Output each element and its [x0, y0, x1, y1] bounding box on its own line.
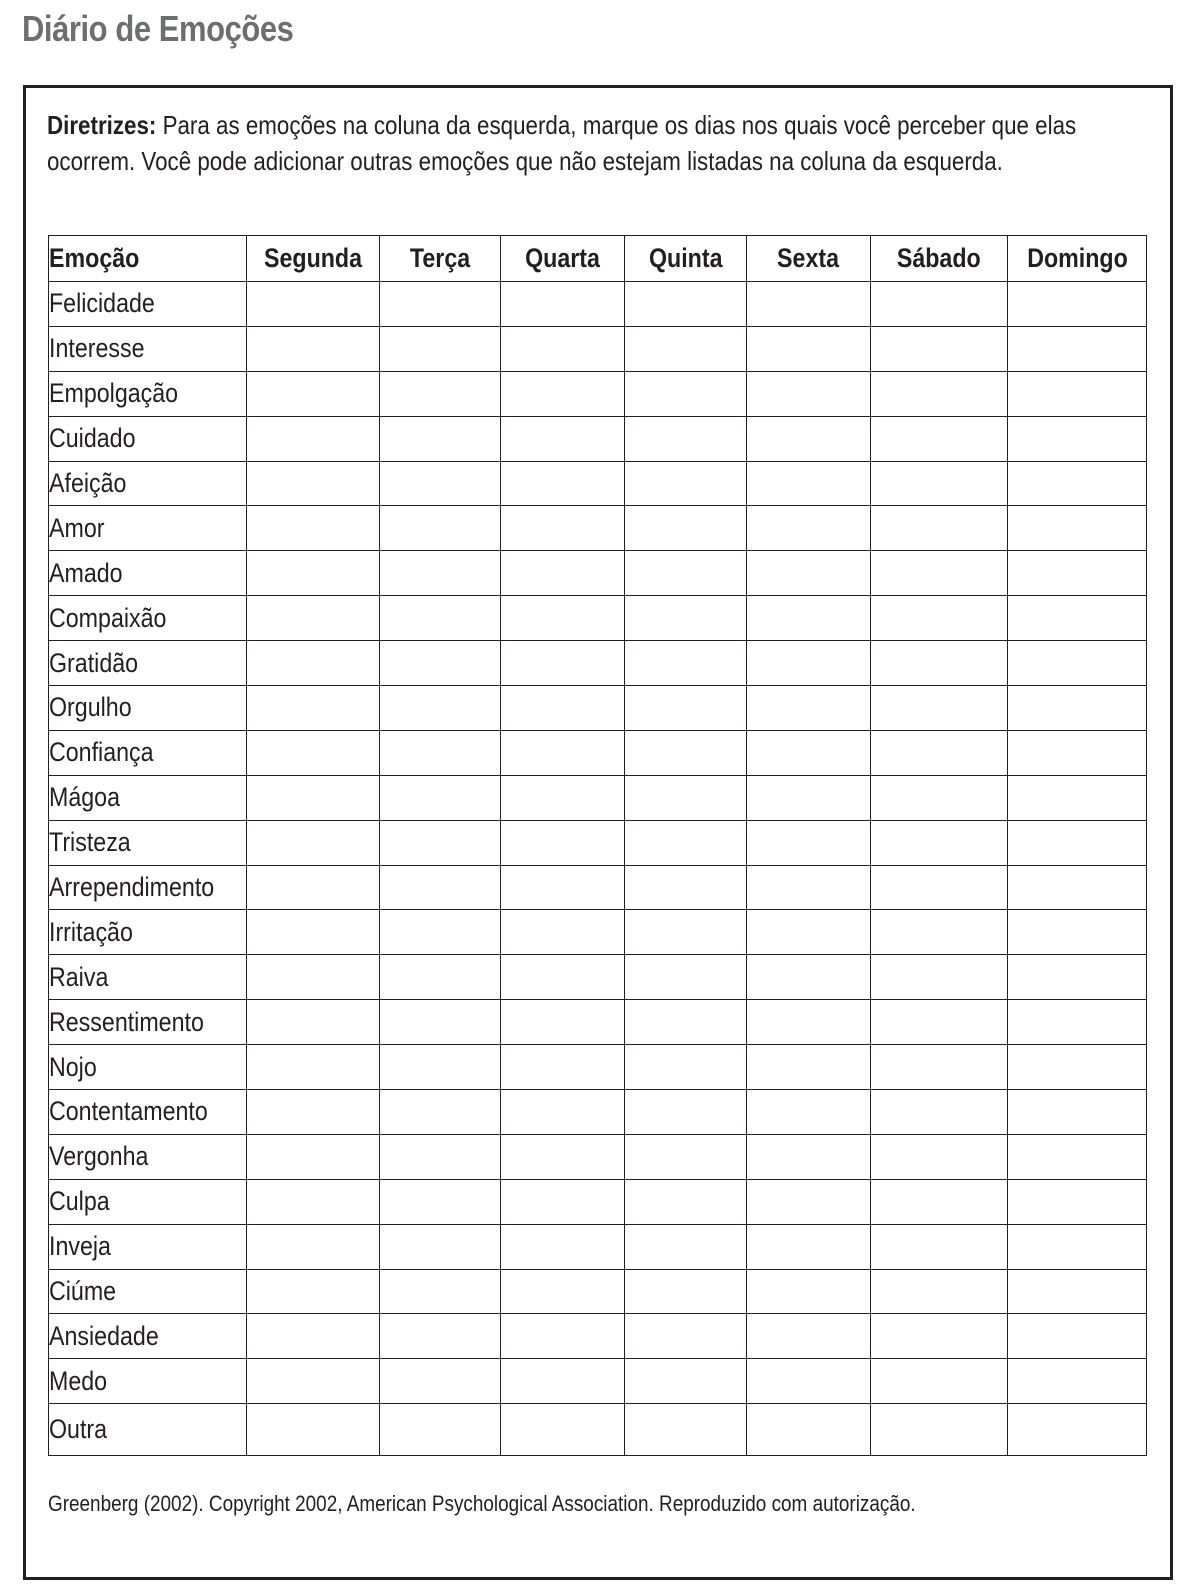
emotion-label: Interesse — [49, 326, 247, 371]
day-checkbox-cell[interactable] — [870, 641, 1008, 686]
day-checkbox-cell[interactable] — [870, 506, 1008, 551]
day-checkbox-cell[interactable] — [747, 865, 870, 910]
day-checkbox-cell[interactable] — [380, 461, 500, 506]
day-checkbox-cell[interactable] — [246, 775, 380, 820]
day-checkbox-cell[interactable] — [246, 1000, 380, 1045]
day-checkbox-cell[interactable] — [246, 506, 380, 551]
table-row — [49, 1090, 1147, 1135]
table-row — [49, 1134, 1147, 1179]
day-checkbox-cell[interactable] — [870, 551, 1008, 596]
day-checkbox-cell[interactable] — [1008, 955, 1147, 1000]
copyright-credit: Greenberg (2002). Copyright 2002, American Psychological Association. Reproduzido com autorização. — [48, 1491, 916, 1516]
day-checkbox-cell[interactable] — [625, 1359, 747, 1404]
day-checkbox-cell[interactable] — [380, 506, 500, 551]
day-checkbox-cell[interactable] — [1008, 596, 1147, 641]
day-checkbox-cell[interactable] — [625, 1045, 747, 1090]
day-checkbox-cell[interactable] — [747, 1090, 870, 1135]
day-checkbox-cell[interactable] — [500, 820, 624, 865]
day-checkbox-cell[interactable] — [747, 461, 870, 506]
day-checkbox-cell[interactable] — [246, 551, 380, 596]
day-checkbox-cell[interactable] — [1008, 1000, 1147, 1045]
day-checkbox-cell[interactable] — [747, 326, 870, 371]
emotion-label: Ansiedade — [49, 1314, 247, 1359]
emotion-label: Inveja — [49, 1224, 247, 1269]
day-checkbox-cell[interactable] — [625, 1090, 747, 1135]
emotion-label: Compaixão — [49, 596, 247, 641]
day-checkbox-cell[interactable] — [380, 820, 500, 865]
day-checkbox-cell[interactable] — [500, 1269, 624, 1314]
day-checkbox-cell[interactable] — [380, 551, 500, 596]
table-row — [49, 1269, 1147, 1314]
day-checkbox-cell[interactable] — [747, 1404, 870, 1456]
table-row — [49, 1404, 1147, 1456]
day-checkbox-cell[interactable] — [625, 686, 747, 731]
emotion-label: Nojo — [49, 1045, 247, 1090]
day-checkbox-cell[interactable] — [747, 1224, 870, 1269]
table-row — [49, 1224, 1147, 1269]
emotion-label: Amado — [49, 551, 247, 596]
table-row — [49, 641, 1147, 686]
day-checkbox-cell[interactable] — [1008, 416, 1147, 461]
day-checkbox-cell[interactable] — [625, 1000, 747, 1045]
emotion-label: Amor — [49, 506, 247, 551]
day-checkbox-cell[interactable] — [246, 1359, 380, 1404]
day-checkbox-cell[interactable] — [380, 1090, 500, 1135]
day-checkbox-cell[interactable] — [870, 1090, 1008, 1135]
table-row — [49, 730, 1147, 775]
day-checkbox-cell[interactable] — [246, 865, 380, 910]
day-checkbox-cell[interactable] — [870, 326, 1008, 371]
day-checkbox-cell[interactable] — [1008, 506, 1147, 551]
day-checkbox-cell[interactable] — [500, 371, 624, 416]
day-checkbox-cell[interactable] — [246, 730, 380, 775]
header-friday: Sexta — [747, 236, 870, 282]
day-checkbox-cell[interactable] — [625, 371, 747, 416]
day-checkbox-cell[interactable] — [380, 730, 500, 775]
day-checkbox-cell[interactable] — [1008, 775, 1147, 820]
emotion-label: Confiança — [49, 730, 247, 775]
day-checkbox-cell[interactable] — [747, 416, 870, 461]
day-checkbox-cell[interactable] — [625, 910, 747, 955]
day-checkbox-cell[interactable] — [747, 1359, 870, 1404]
day-checkbox-cell[interactable] — [747, 371, 870, 416]
day-checkbox-cell[interactable] — [246, 596, 380, 641]
day-checkbox-cell[interactable] — [747, 596, 870, 641]
table-row — [49, 371, 1147, 416]
table-row — [49, 686, 1147, 731]
table-row — [49, 1179, 1147, 1224]
day-checkbox-cell[interactable] — [625, 865, 747, 910]
table-row — [49, 551, 1147, 596]
day-checkbox-cell[interactable] — [625, 1134, 747, 1179]
emotion-diary-table — [48, 235, 1147, 1456]
day-checkbox-cell[interactable] — [625, 596, 747, 641]
emotion-label: Medo — [49, 1359, 247, 1404]
day-checkbox-cell[interactable] — [380, 1269, 500, 1314]
day-checkbox-cell[interactable] — [1008, 1404, 1147, 1456]
day-checkbox-cell[interactable] — [1008, 1134, 1147, 1179]
day-checkbox-cell[interactable] — [500, 596, 624, 641]
day-checkbox-cell[interactable] — [500, 955, 624, 1000]
day-checkbox-cell[interactable] — [625, 282, 747, 327]
day-checkbox-cell[interactable] — [500, 1224, 624, 1269]
day-checkbox-cell[interactable] — [625, 955, 747, 1000]
day-checkbox-cell[interactable] — [870, 1269, 1008, 1314]
table-row — [49, 416, 1147, 461]
page-title: Diário de Emoções — [22, 8, 294, 49]
day-checkbox-cell[interactable] — [380, 1045, 500, 1090]
day-checkbox-cell[interactable] — [870, 1045, 1008, 1090]
day-checkbox-cell[interactable] — [747, 730, 870, 775]
emotion-label: Culpa — [49, 1179, 247, 1224]
day-checkbox-cell[interactable] — [1008, 326, 1147, 371]
day-checkbox-cell[interactable] — [500, 1090, 624, 1135]
day-checkbox-cell[interactable] — [747, 910, 870, 955]
day-checkbox-cell[interactable] — [246, 686, 380, 731]
header-thursday: Quinta — [625, 236, 747, 282]
day-checkbox-cell[interactable] — [870, 596, 1008, 641]
day-checkbox-cell[interactable] — [246, 1404, 380, 1456]
day-checkbox-cell[interactable] — [870, 461, 1008, 506]
day-checkbox-cell[interactable] — [625, 326, 747, 371]
day-checkbox-cell[interactable] — [500, 686, 624, 731]
day-checkbox-cell[interactable] — [380, 326, 500, 371]
day-checkbox-cell[interactable] — [747, 1000, 870, 1045]
day-checkbox-cell[interactable] — [500, 910, 624, 955]
table-row — [49, 596, 1147, 641]
day-checkbox-cell[interactable] — [380, 282, 500, 327]
day-checkbox-cell[interactable] — [246, 1224, 380, 1269]
day-checkbox-cell[interactable] — [747, 506, 870, 551]
day-checkbox-cell[interactable] — [1008, 1269, 1147, 1314]
emotion-label: Raiva — [49, 955, 247, 1000]
day-checkbox-cell[interactable] — [246, 371, 380, 416]
day-checkbox-cell[interactable] — [1008, 865, 1147, 910]
day-checkbox-cell[interactable] — [246, 326, 380, 371]
day-checkbox-cell[interactable] — [870, 1359, 1008, 1404]
day-checkbox-cell[interactable] — [870, 1000, 1008, 1045]
emotion-label: Arrependimento — [49, 865, 247, 910]
day-checkbox-cell[interactable] — [870, 1404, 1008, 1456]
header-wednesday: Quarta — [500, 236, 624, 282]
day-checkbox-cell[interactable] — [500, 865, 624, 910]
day-checkbox-cell[interactable] — [1008, 1045, 1147, 1090]
day-checkbox-cell[interactable] — [747, 641, 870, 686]
emotion-label: Irritação — [49, 910, 247, 955]
day-checkbox-cell[interactable] — [500, 775, 624, 820]
table-row — [49, 820, 1147, 865]
day-checkbox-cell[interactable] — [246, 1179, 380, 1224]
day-checkbox-cell[interactable] — [1008, 910, 1147, 955]
day-checkbox-cell[interactable] — [870, 371, 1008, 416]
emotion-label: Outra — [49, 1404, 247, 1456]
day-checkbox-cell[interactable] — [870, 1314, 1008, 1359]
table-row — [49, 326, 1147, 371]
directions-body: Para as emoções na coluna da esquerda, marque os dias nos quais você perceber que elas ocorrem. Você pode adicionar outras emoções que não estejam listadas na coluna da esquerda. — [47, 110, 1077, 176]
day-checkbox-cell[interactable] — [500, 551, 624, 596]
emotion-label: Empolgação — [49, 371, 247, 416]
emotion-label: Afeição — [49, 461, 247, 506]
table-row — [49, 1045, 1147, 1090]
day-checkbox-cell[interactable] — [500, 326, 624, 371]
day-checkbox-cell[interactable] — [246, 416, 380, 461]
table-row — [49, 1000, 1147, 1045]
day-checkbox-cell[interactable] — [1008, 1314, 1147, 1359]
day-checkbox-cell[interactable] — [380, 1224, 500, 1269]
day-checkbox-cell[interactable] — [246, 1045, 380, 1090]
day-checkbox-cell[interactable] — [246, 1134, 380, 1179]
table-row — [49, 282, 1147, 327]
day-checkbox-cell[interactable] — [747, 1314, 870, 1359]
day-checkbox-cell[interactable] — [747, 1269, 870, 1314]
day-checkbox-cell[interactable] — [380, 371, 500, 416]
day-checkbox-cell[interactable] — [246, 910, 380, 955]
day-checkbox-cell[interactable] — [625, 1404, 747, 1456]
header-saturday: Sábado — [870, 236, 1008, 282]
day-checkbox-cell[interactable] — [500, 461, 624, 506]
header-emotion: Emoção — [49, 236, 247, 282]
day-checkbox-cell[interactable] — [500, 1134, 624, 1179]
day-checkbox-cell[interactable] — [500, 1404, 624, 1456]
day-checkbox-cell[interactable] — [500, 730, 624, 775]
day-checkbox-cell[interactable] — [747, 955, 870, 1000]
emotion-label: Felicidade — [49, 282, 247, 327]
day-checkbox-cell[interactable] — [1008, 1090, 1147, 1135]
day-checkbox-cell[interactable] — [870, 1179, 1008, 1224]
header-tuesday: Terça — [380, 236, 500, 282]
day-checkbox-cell[interactable] — [1008, 551, 1147, 596]
day-checkbox-cell[interactable] — [625, 820, 747, 865]
day-checkbox-cell[interactable] — [870, 282, 1008, 327]
table-row — [49, 506, 1147, 551]
day-checkbox-cell[interactable] — [747, 282, 870, 327]
day-checkbox-cell[interactable] — [380, 1359, 500, 1404]
day-checkbox-cell[interactable] — [246, 955, 380, 1000]
day-checkbox-cell[interactable] — [380, 1314, 500, 1359]
day-checkbox-cell[interactable] — [1008, 641, 1147, 686]
day-checkbox-cell[interactable] — [747, 551, 870, 596]
day-checkbox-cell[interactable] — [380, 1404, 500, 1456]
emotion-label: Tristeza — [49, 820, 247, 865]
day-checkbox-cell[interactable] — [500, 416, 624, 461]
header-monday: Segunda — [246, 236, 380, 282]
day-checkbox-cell[interactable] — [380, 641, 500, 686]
day-checkbox-cell[interactable] — [625, 1179, 747, 1224]
day-checkbox-cell[interactable] — [246, 641, 380, 686]
emotion-label: Contentamento — [49, 1090, 247, 1135]
emotion-label: Mágoa — [49, 775, 247, 820]
day-checkbox-cell[interactable] — [246, 1269, 380, 1314]
day-checkbox-cell[interactable] — [1008, 1224, 1147, 1269]
day-checkbox-cell[interactable] — [1008, 1179, 1147, 1224]
day-checkbox-cell[interactable] — [625, 1224, 747, 1269]
day-checkbox-cell[interactable] — [380, 1134, 500, 1179]
day-checkbox-cell[interactable] — [246, 1314, 380, 1359]
day-checkbox-cell[interactable] — [380, 416, 500, 461]
day-checkbox-cell[interactable] — [1008, 820, 1147, 865]
day-checkbox-cell[interactable] — [870, 1224, 1008, 1269]
day-checkbox-cell[interactable] — [500, 506, 624, 551]
day-checkbox-cell[interactable] — [500, 1359, 624, 1404]
day-checkbox-cell[interactable] — [246, 1090, 380, 1135]
day-checkbox-cell[interactable] — [500, 282, 624, 327]
emotion-label: Ciúme — [49, 1269, 247, 1314]
day-checkbox-cell[interactable] — [870, 730, 1008, 775]
table-row — [49, 1359, 1147, 1404]
emotion-label: Orgulho — [49, 686, 247, 731]
day-checkbox-cell[interactable] — [747, 1134, 870, 1179]
day-checkbox-cell[interactable] — [625, 1269, 747, 1314]
day-checkbox-cell[interactable] — [747, 686, 870, 731]
table-row — [49, 1314, 1147, 1359]
day-checkbox-cell[interactable] — [1008, 282, 1147, 327]
day-checkbox-cell[interactable] — [1008, 371, 1147, 416]
day-checkbox-cell[interactable] — [500, 1314, 624, 1359]
day-checkbox-cell[interactable] — [380, 1000, 500, 1045]
day-checkbox-cell[interactable] — [625, 416, 747, 461]
day-checkbox-cell[interactable] — [870, 1134, 1008, 1179]
day-checkbox-cell[interactable] — [870, 865, 1008, 910]
day-checkbox-cell[interactable] — [870, 775, 1008, 820]
day-checkbox-cell[interactable] — [500, 1000, 624, 1045]
day-checkbox-cell[interactable] — [625, 506, 747, 551]
day-checkbox-cell[interactable] — [870, 686, 1008, 731]
day-checkbox-cell[interactable] — [500, 1179, 624, 1224]
day-checkbox-cell[interactable] — [380, 955, 500, 1000]
table-body — [49, 282, 1147, 1456]
table-row — [49, 865, 1147, 910]
day-checkbox-cell[interactable] — [870, 416, 1008, 461]
day-checkbox-cell[interactable] — [870, 955, 1008, 1000]
day-checkbox-cell[interactable] — [246, 282, 380, 327]
day-checkbox-cell[interactable] — [747, 1179, 870, 1224]
day-checkbox-cell[interactable] — [625, 1314, 747, 1359]
day-checkbox-cell[interactable] — [380, 865, 500, 910]
table-row — [49, 775, 1147, 820]
header-sunday: Domingo — [1008, 236, 1147, 282]
day-checkbox-cell[interactable] — [1008, 1359, 1147, 1404]
day-checkbox-cell[interactable] — [1008, 730, 1147, 775]
table-header-row — [49, 236, 1147, 282]
day-checkbox-cell[interactable] — [870, 820, 1008, 865]
day-checkbox-cell[interactable] — [1008, 686, 1147, 731]
emotion-label: Vergonha — [49, 1134, 247, 1179]
day-checkbox-cell[interactable] — [246, 820, 380, 865]
day-checkbox-cell[interactable] — [380, 775, 500, 820]
day-checkbox-cell[interactable] — [625, 730, 747, 775]
day-checkbox-cell[interactable] — [380, 686, 500, 731]
emotion-label: Cuidado — [49, 416, 247, 461]
day-checkbox-cell[interactable] — [747, 820, 870, 865]
day-checkbox-cell[interactable] — [1008, 461, 1147, 506]
day-checkbox-cell[interactable] — [500, 1045, 624, 1090]
day-checkbox-cell[interactable] — [246, 461, 380, 506]
day-checkbox-cell[interactable] — [380, 1179, 500, 1224]
directions-text — [47, 108, 1131, 179]
day-checkbox-cell[interactable] — [380, 910, 500, 955]
day-checkbox-cell[interactable] — [380, 596, 500, 641]
day-checkbox-cell[interactable] — [747, 775, 870, 820]
table-row — [49, 461, 1147, 506]
day-checkbox-cell[interactable] — [870, 910, 1008, 955]
day-checkbox-cell[interactable] — [625, 775, 747, 820]
day-checkbox-cell[interactable] — [625, 461, 747, 506]
table-row — [49, 910, 1147, 955]
emotion-label: Gratidão — [49, 641, 247, 686]
table-row — [49, 955, 1147, 1000]
day-checkbox-cell[interactable] — [625, 551, 747, 596]
day-checkbox-cell[interactable] — [500, 641, 624, 686]
emotion-label: Ressentimento — [49, 1000, 247, 1045]
day-checkbox-cell[interactable] — [747, 1045, 870, 1090]
directions-label: Diretrizes: — [47, 110, 157, 140]
day-checkbox-cell[interactable] — [625, 641, 747, 686]
